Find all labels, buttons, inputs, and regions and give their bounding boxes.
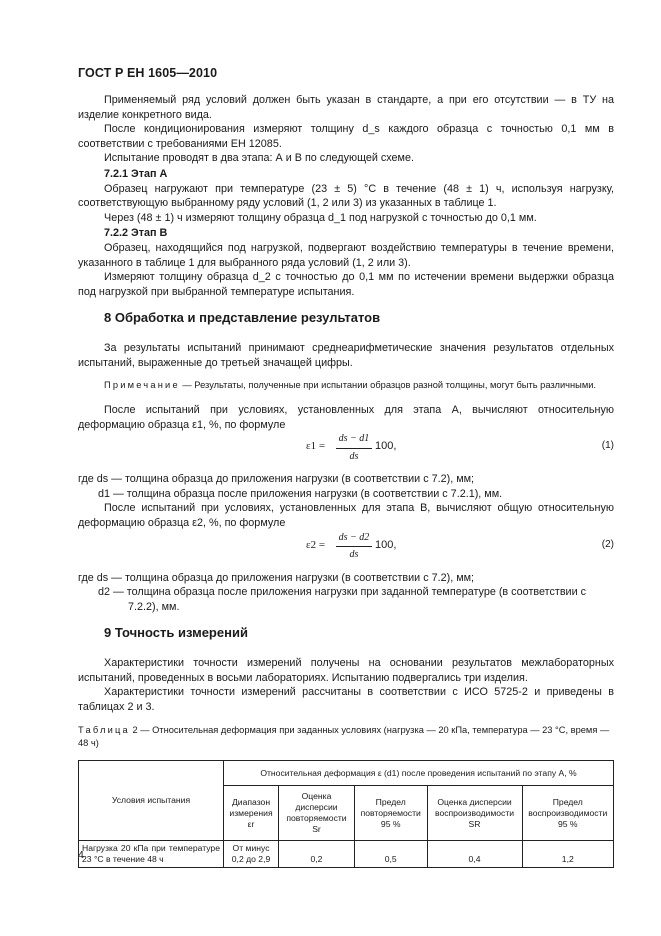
table-row: [79, 841, 614, 868]
stage-a-paragraph-1: Образец нагружают при температуре (23 ± 5) °С в течение (48 ± 1) ч, используя нагрузку, соответствующую выбранному ряду условий (1, 2 или 3) из указанных в таблице 1.: [78, 182, 614, 210]
table-2-caption: [78, 724, 614, 750]
formula-1-numerator: ds − d1: [336, 432, 372, 449]
cell-range: От минус 0,2 до 2,9: [224, 841, 279, 868]
table-header-row: [79, 761, 614, 786]
formula-2-denominator: ds: [349, 549, 359, 561]
formula-1: [78, 432, 614, 472]
group-header: Относительная деформация ε (d1) после проведения испытаний по этапу А, %: [224, 761, 614, 786]
stage-a-title: 7.2.1 Этап А: [104, 167, 168, 180]
table-2: [78, 760, 614, 868]
col-sR-header: Оценка дисперсии воспроизводимости SR: [427, 786, 522, 841]
section-9-heading: 9 Точность измерений: [104, 625, 248, 641]
formula-1-lhs: ε1 =: [306, 440, 326, 453]
intro-paragraph-1: Применяемый ряд условий должен быть указан в стандарте, а при его отсутствии — в ТУ на изделие конкретного вида.: [78, 94, 614, 121]
formula-2-numerator: ds − d2: [336, 531, 372, 548]
formula-2: [78, 531, 614, 571]
col-range-header: Диапазон измерения εr: [224, 786, 279, 841]
stage-a-paragraph-2: Через (48 ± 1) ч измеряют толщину образца d_1 под нагрузкой с точностью до 0,1 мм.: [104, 211, 537, 224]
formula-1-number: (1): [601, 440, 614, 452]
intro-paragraph-3: Испытание проводят в два этапа: А и В по следующей схеме.: [104, 152, 414, 165]
col-conditions-header: Условия испытания: [79, 761, 224, 841]
cell-condition: Нагрузка 20 кПа при температуре 23 °С в течение 48 ч: [79, 841, 224, 868]
stage-b-paragraph-1: Образец, находящийся под нагрузкой, подвергают воздействию температуры в течение времени, указанного в таблице 1 для выбранного ряда условий (1, 2 или 3).: [78, 241, 614, 269]
col-r-header: Предел повторяемости 95 %: [354, 786, 427, 841]
formula-1-fraction: [336, 432, 372, 464]
note-label: Примечание: [104, 380, 180, 391]
document-body: [78, 93, 614, 868]
where-2-d2: d2 — толщина образца после приложения нагрузки при заданной температуре (в соответствии с 7.2.2), мм.: [98, 586, 587, 613]
note-text: — Результаты, полученные при испытании образцов разной толщины, могут быть различными.: [179, 380, 596, 391]
standard-header: ГОСТ Р ЕН 1605—2010: [78, 66, 218, 80]
formula-2-lhs: ε2 =: [306, 538, 326, 551]
section-8-note: [78, 379, 614, 392]
table-caption-text: 2 — Относительная деформация при заданных условиях (нагрузка — 20 кПа, температура — 23 °С, время — 48 ч): [78, 725, 610, 749]
section-9-paragraph-2: Характеристики точности измерений рассчитаны в соответствии с ИСО 5725-2 и приведены в таблицах 2 и 3.: [78, 686, 614, 713]
table-caption-label: Таблица: [78, 725, 130, 736]
stage-b-paragraph-2: Измеряют толщину образца d_2 с точностью до 0,1 мм по истечении времени выдержки образца под нагрузкой при выбранной температуре испытания.: [78, 271, 614, 298]
where-2-ds: где ds — толщина образца до приложения нагрузки (в соответствии с 7.2), мм;: [78, 571, 475, 584]
intro-paragraph-2: После кондиционирования измеряют толщину d_s каждого образца с точностью 0,1 мм в соответствии с требованиями ЕН 12085.: [78, 123, 614, 150]
where-1-ds: где ds — толщина образца до приложения нагрузки (в соответствии с 7.2), мм;: [78, 473, 475, 486]
where-1-d1: d1 — толщина образца после приложения нагрузки (в соответствии с 7.2.1), мм.: [98, 487, 503, 500]
formula-2-number: (2): [601, 538, 614, 550]
formula-1-denominator: ds: [349, 450, 359, 462]
formula-2-fraction: [336, 531, 372, 563]
col-sr-header: Оценка дисперсии повторяемости Sr: [279, 786, 355, 841]
formula-1-multiplier: 100,: [375, 440, 397, 453]
page-number: 4: [78, 849, 84, 861]
cell-R: 1,2: [522, 841, 613, 868]
section-8-heading: 8 Обработка и представление результатов: [104, 310, 381, 326]
section-8-paragraph-3: После испытаний при условиях, установленных для этапа В, вычисляют общую относительную деформацию образца ε2, %, по формуле: [78, 502, 614, 530]
stage-b-title: 7.2.2 Этап В: [104, 227, 168, 240]
cell-r: 0,5: [354, 841, 427, 868]
col-R-header: Предел воспроизводимости 95 %: [522, 786, 613, 841]
formula-2-multiplier: 100,: [375, 538, 397, 551]
section-9-paragraph-1: Характеристики точности измерений получены на основании результатов межлабораторных испытаний, проведенных в восьми лабораториях. Испытанию подвергались три изделия.: [78, 657, 614, 684]
section-8-paragraph-2: После испытаний при условиях, установленных для этапа А, вычисляют относительную деформацию образца ε1, %, по формуле: [78, 404, 614, 431]
cell-sr: 0,2: [279, 841, 355, 868]
cell-sR: 0,4: [427, 841, 522, 868]
section-8-paragraph-1: За результаты испытаний принимают среднеарифметические значения результатов отдельных испытаний, выраженные до третьей значащей цифры.: [78, 341, 614, 369]
